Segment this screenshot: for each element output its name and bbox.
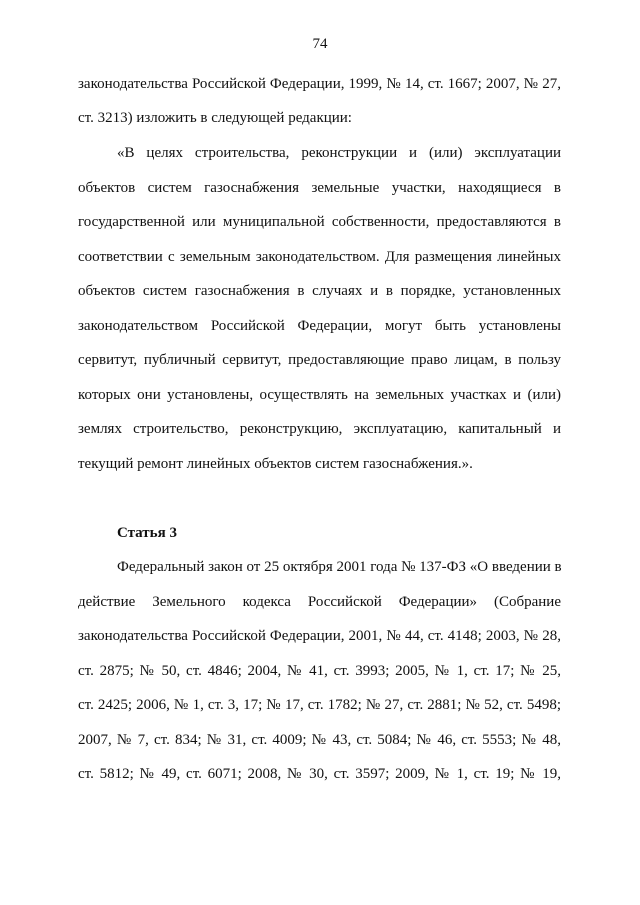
article-line-7: ст. 5812; № 49, ст. 6071; 2008, № 30, ст. 3597; 2009, № 1, ст. 19; № 19,	[78, 766, 561, 782]
article-line-5: ст. 2425; 2006, № 1, ст. 3, 17; № 17, ст. 1782; № 27, ст. 2881; № 52, ст. 5498;	[78, 697, 561, 713]
article-line-2: действие Земельного кодекса Российской Федерации» (Собрание	[78, 594, 561, 610]
article-line-6: 2007, № 7, ст. 834; № 31, ст. 4009; № 43, ст. 5084; № 46, ст. 5553; № 48,	[78, 732, 561, 748]
quote-line-3: государственной или муниципальной собственности, предоставляются в	[78, 214, 561, 230]
intro-line-2: ст. 3213) изложить в следующей редакции:	[78, 110, 352, 126]
quote-line-9: землях строительство, реконструкцию, эксплуатацию, капитальный и	[78, 421, 561, 437]
quote-line-6: законодательством Российской Федерации, могут быть установлены	[78, 318, 561, 334]
article-heading: Статья 3	[117, 525, 177, 541]
quote-line-1: «В целях строительства, реконструкции и (или) эксплуатации	[117, 145, 561, 161]
quote-line-10: текущий ремонт линейных объектов систем газоснабжения.».	[78, 456, 473, 472]
article-line-3: законодательства Российской Федерации, 2001, № 44, ст. 4148; 2003, № 28,	[78, 628, 561, 644]
quote-line-4: соответствии с земельным законодательством. Для размещения линейных	[78, 249, 561, 265]
quote-line-8: которых они установлены, осуществлять на земельных участках и (или)	[78, 387, 561, 403]
quote-line-5: объектов систем газоснабжения в случаях и в порядке, установленных	[78, 283, 561, 299]
page-number: 74	[312, 36, 328, 52]
quote-line-7: сервитут, публичный сервитут, предоставляющие право лицам, в пользу	[78, 352, 561, 368]
quote-line-2: объектов систем газоснабжения земельные участки, находящиеся в	[78, 180, 561, 196]
article-line-1: Федеральный закон от 25 октября 2001 года № 137-ФЗ «О введении в	[117, 559, 562, 575]
article-line-4: ст. 2875; № 50, ст. 4846; 2004, № 41, ст. 3993; 2005, № 1, ст. 17; № 25,	[78, 663, 561, 679]
intro-line-1: законодательства Российской Федерации, 1999, № 14, ст. 1667; 2007, № 27,	[78, 76, 561, 92]
